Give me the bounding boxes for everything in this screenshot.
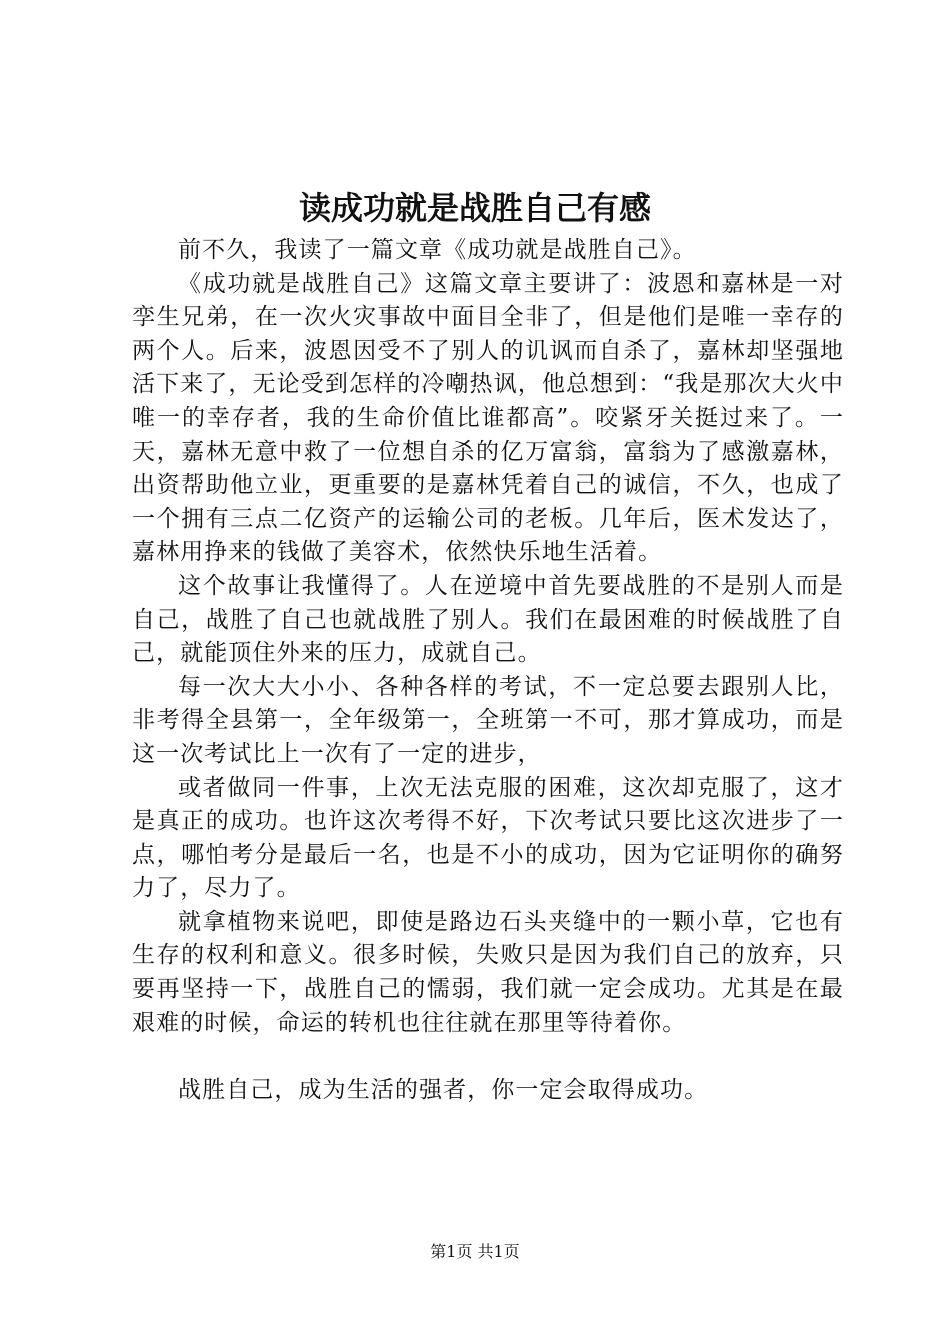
page-number-footer: 第1页 共1页 xyxy=(430,1242,520,1261)
paragraph-lesson: 这个故事让我懂得了。人在逆境中首先要战胜的不是别人而是自己，战胜了自己也就战胜了别人。我们在最困难的时候战胜了自己，就能顶住外来的压力，成就自己。 xyxy=(132,572,844,667)
paragraph-conclusion: 战胜自己，成为生活的强者，你一定会取得成功。 xyxy=(178,1076,709,1103)
paragraph-exams: 每一次大大小小、各种各样的考试，不一定总要去跟别人比，非考得全县第一，全年级第一，全班第一不可，那才算成功，而是这一次考试比上一次有了一定的进步， xyxy=(132,673,844,767)
paragraph-plant: 就拿植物来说吧，即使是路边石头夹缝中的一颗小草，它也有生存的权利和意义。很多时候，失败只是因为我们自己的放弃，只要再坚持一下，战胜自己的懦弱，我们就一定会成功。尤其是在最艰难的时候，命运的转机也往往就在那里等待着你。 xyxy=(132,908,844,1036)
paragraph-intro: 前不久，我读了一篇文章《成功就是战胜自己》。 xyxy=(178,237,697,263)
paragraph-summary: 《成功就是战胜自己》这篇文章主要讲了：波恩和嘉林是一对孪生兄弟，在一次火灾事故中面目全非了，但是他们是唯一幸存的两个人。后来，波恩因受不了别人的讥讽而自杀了，嘉林却坚强地活下来了，无论受到怎样的冷嘲热讽，他总想到：“我是那次大火中唯一的幸存者，我的生命价值比谁都高”。咬紧牙关挺过来了。一天，嘉林无意中救了一位想自杀的亿万富翁，富翁为了感激嘉林，出资帮助他立业，更重要的是嘉林凭着自己的诚信，不久，也成了一个拥有三点二亿资产的运输公司的老板。几年后，医术发达了，嘉林用挣来的钱做了美容术，依然快乐地生活着。 xyxy=(132,270,844,566)
document-body xyxy=(132,234,844,1107)
document-title: 读成功就是战胜自己有感 xyxy=(298,189,651,227)
paragraph-success: 或者做同一件事，上次无法克服的困难，这次却克服了，这才是真正的成功。也许这次考得不好，下次考试只要比这次进步了一点，哪怕考分是最后一名，也是不小的成功，因为它证明你的确努力了，尽力了。 xyxy=(132,774,844,902)
